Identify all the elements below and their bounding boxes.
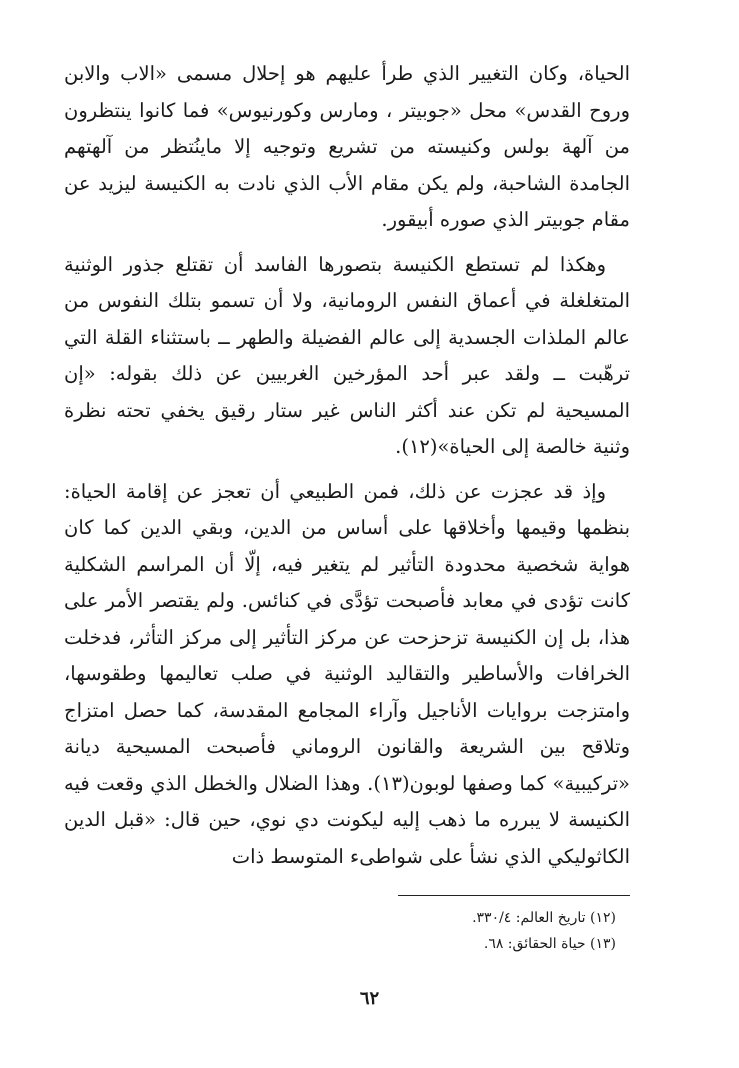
- footnote-13: (١٣) حياة الحقائق: ٦٨.: [483, 936, 616, 952]
- paragraph-2: وهكذا لم تستطع الكنيسة بتصورها الفاسد أن تقتلع جذور الوثنية المتغلغلة في أعماق النفس الرومانية، ولا أن تسمو بتلك النفوس من عالم الملذات الجسدية إلى عالم الفضيلة والطهر ــ باستثناء القلة التي ترهّبت ــ ولقد عبر أحد المؤرخين الغربيين عن ذلك بقوله: «إن المسيحية لم تكن عند أكثر الناس غير ستار رقيق يخفي تحته نظرة وثنية خالصة إلى الحياة»(١٢).: [64, 252, 630, 458]
- footnote-12: (١٢) تاريخ العالم: ٣٣٠/٤.: [472, 910, 616, 926]
- body-text: [64, 56, 630, 875]
- paragraph-1: الحياة، وكان التغيير الذي طرأ عليهم هو إحلال مسمى «الاب والابن وروح القدس» محل «جوبيتر ، ومارس وكورنيوس» فما كانوا ينتظرون من آلهة بولس وكنيسته من تشريع وتوجيه إلا ماينُتظر من آلهتهم الجامدة الشاحبة، ولم يكن مقام الأب الذي نادت به الكنيسة ليزيد عن مقام جوبيتر الذي صوره أبيقور.: [64, 62, 630, 231]
- page-number: ٦٢: [359, 988, 380, 1009]
- footnotes: [300, 905, 616, 957]
- paragraph-3: وإذ قد عجزت عن ذلك، فمن الطبيعي أن تعجز عن إقامة الحياة: بنظمها وقيمها وأخلاقها على أساس من الدين، وبقي الدين كما كان هواية شخصية محدودة التأثير لم يتغير فيه، إلّا أن المراسم الشكلية كانت تؤدى في معابد فأصبحت تؤدَّى في كنائس. ولم يقتصر الأمر على هذا، بل إن الكنيسة تزحزحت عن مركز التأثير إلى مركز التأثر، فدخلت الخرافات والأساطير والتقاليد الوثنية في صلب تعاليمها وطقوسها، وامتزجت بروايات الأناجيل وآراء المجامع المقدسة، كما حصل امتزاج وتلاقح بين الشريعة والقانون الروماني فأصبحت المسيحية ديانة «تركيبية» كما وصفها لوبون(١٣). وهذا الضلال والخطل الذي وقعت فيه الكنيسة لا يبرره ما ذهب إليه ليكونت دي نوي، حين قال: «قبل الدين الكاثوليكي الذي نشأ على شواطىء المتوسط ذات: [64, 479, 630, 868]
- footnote-divider: [398, 895, 630, 896]
